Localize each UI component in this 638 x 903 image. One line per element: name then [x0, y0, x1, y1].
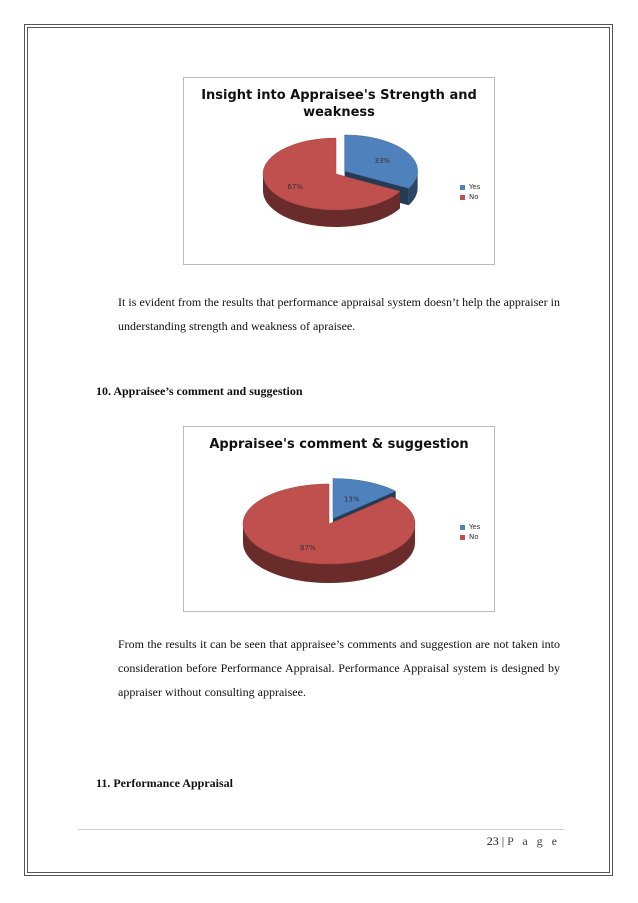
legend-label: No	[469, 193, 479, 201]
legend-label: No	[469, 533, 479, 541]
legend-label: Yes	[469, 523, 481, 531]
footer-divider	[78, 829, 564, 830]
page-footer	[487, 834, 560, 849]
legend-item-no	[460, 192, 480, 202]
chart-title-line-1: Appraisee's comment & suggestion	[209, 437, 469, 452]
footer-separator: |	[501, 834, 505, 848]
chart-title-line-2: weakness	[303, 104, 375, 120]
data-label-yes: 33%	[374, 156, 391, 165]
legend-item-yes	[460, 182, 480, 192]
paragraph-comment-suggestion: From the results it can be seen that appraisee’s comments and suggestion are not taken into consideration before Performance Appraisal. Performance Appraisal system is designed by appraiser without consulting appraisee.	[118, 637, 560, 699]
legend-swatch-yes	[460, 185, 465, 190]
legend-item-no	[460, 532, 480, 542]
legend-swatch-no	[460, 535, 465, 540]
chart-legend	[460, 522, 480, 542]
data-label-no: 67%	[287, 182, 303, 191]
section-heading-10: 10. Appraisee’s comment and suggestion	[96, 384, 303, 398]
chart-strength-weakness	[183, 77, 495, 265]
pie-chart-svg	[184, 427, 494, 611]
section-heading-11: 11. Performance Appraisal	[96, 776, 233, 790]
legend-label: Yes	[469, 183, 481, 191]
legend-item-yes	[460, 522, 480, 532]
chart-comment-suggestion	[183, 426, 495, 612]
legend-swatch-no	[460, 195, 465, 200]
chart-title-line-1: Insight into Appraisee's Strength and	[201, 88, 477, 103]
data-label-no: 87%	[300, 543, 316, 552]
chart-legend	[460, 182, 480, 202]
paragraph-strength-weakness: It is evident from the results that performance appraisal system doesn’t help the appraiser in understanding strength and weakness of apraisee.	[118, 295, 560, 333]
data-label-yes: 13%	[343, 495, 360, 504]
page-label: P a g e	[507, 834, 560, 848]
page-number: 23	[486, 834, 499, 848]
pie-chart-svg	[184, 78, 494, 264]
legend-swatch-yes	[460, 525, 465, 530]
